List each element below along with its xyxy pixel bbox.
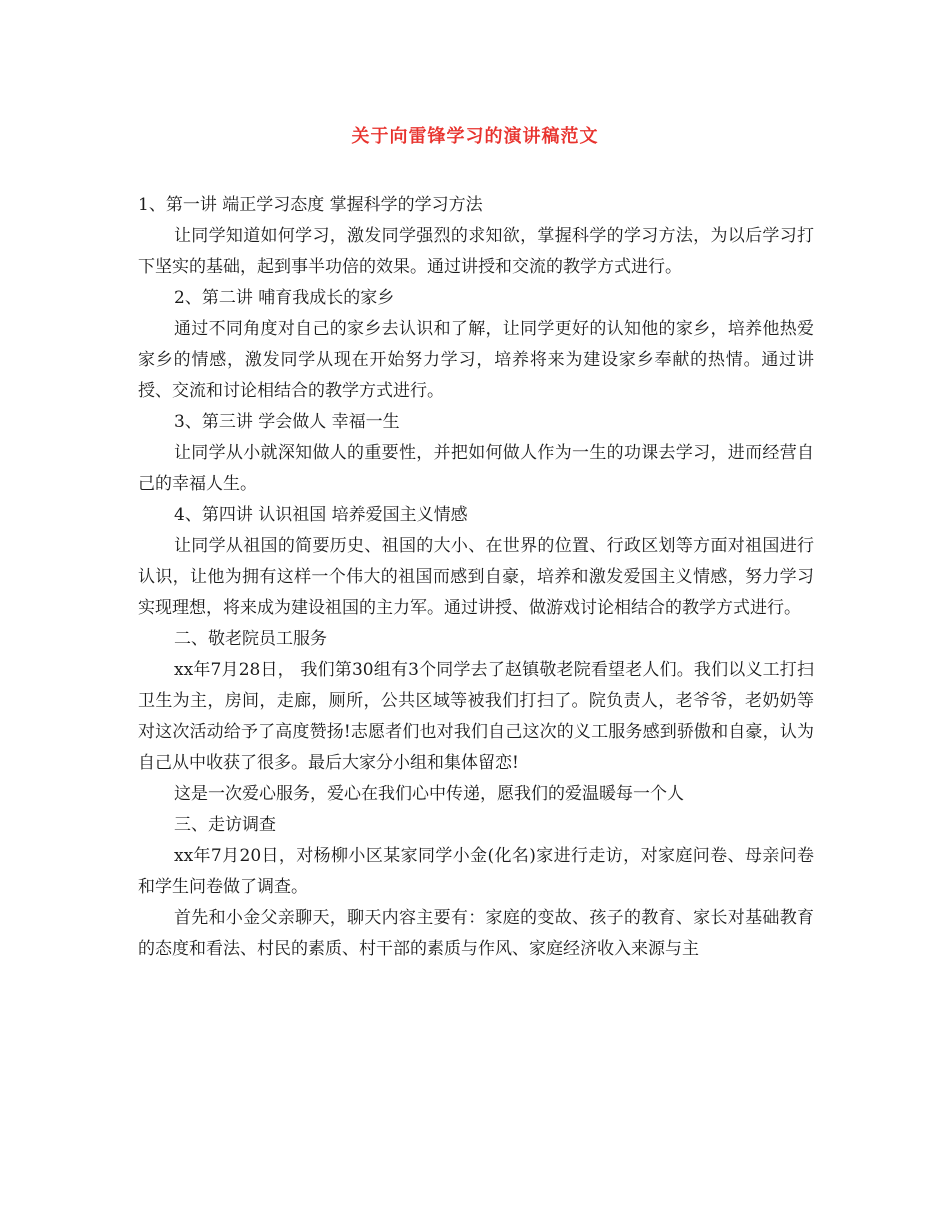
paragraph: 二、敬老院员工服务 <box>174 629 327 649</box>
paragraph: 2、第二讲 哺育我成长的家乡 <box>174 288 395 308</box>
paragraph: xx年7月28日， 我们第30组有3个同学去了赵镇敬老院看望老人们。我们以义工打扫卫生为主，房间，走廊，厕所，公共区域等被我们打扫了。院负责人，老爷爷，老奶奶等对这次活动给予了高度赞扬!志愿者们也对我们自己这次的义工服务感到骄傲和自豪，认为自己从中收获了很多。最后大家分小组和集体留恋! <box>138 660 814 773</box>
paragraph: 让同学知道如何学习，激发同学强烈的求知欲，掌握科学的学习方法，为以后学习打下坚实的基础，起到事半功倍的效果。通过讲授和交流的教学方式进行。 <box>138 226 814 277</box>
paragraph: 3、第三讲 学会做人 幸福一生 <box>174 412 400 432</box>
paragraph: 通过不同角度对自己的家乡去认识和了解，让同学更好的认知他的家乡，培养他热爱家乡的情感，激发同学从现在开始努力学习，培养将来为建设家乡奉献的热情。通过讲授、交流和讨论相结合的教学方式进行。 <box>138 319 814 401</box>
paragraph: 1、第一讲 端正学习态度 掌握科学的学习方法 <box>138 195 483 215</box>
paragraph: 这是一次爱心服务，爱心在我们心中传递，愿我们的爱温暖每一个人 <box>174 784 684 804</box>
paragraph: 首先和小金父亲聊天，聊天内容主要有：家庭的变故、孩子的教育、家长对基础教育的态度和看法、村民的素质、村干部的素质与作风、家庭经济收入来源与主 <box>138 908 814 959</box>
paragraph: 4、第四讲 认识祖国 培养爱国主义情感 <box>174 505 468 525</box>
paragraph: 让同学从小就深知做人的重要性，并把如何做人作为一生的功课去学习，进而经营自己的幸福人生。 <box>138 443 814 494</box>
paragraph: 三、走访调查 <box>174 815 276 835</box>
paragraph: 让同学从祖国的简要历史、祖国的大小、在世界的位置、行政区划等方面对祖国进行认识，让他为拥有这样一个伟大的祖国而感到自豪，培养和激发爱国主义情感，努力学习实现理想，将来成为建设祖国的主力军。通过讲授、做游戏讨论相结合的教学方式进行。 <box>138 536 814 618</box>
document-title: 关于向雷锋学习的演讲稿范文 <box>351 126 599 147</box>
paragraph: xx年7月20日，对杨柳小区某家同学小金(化名)家进行走访，对家庭问卷、母亲问卷和学生问卷做了调查。 <box>138 846 814 897</box>
document-body <box>138 190 814 965</box>
